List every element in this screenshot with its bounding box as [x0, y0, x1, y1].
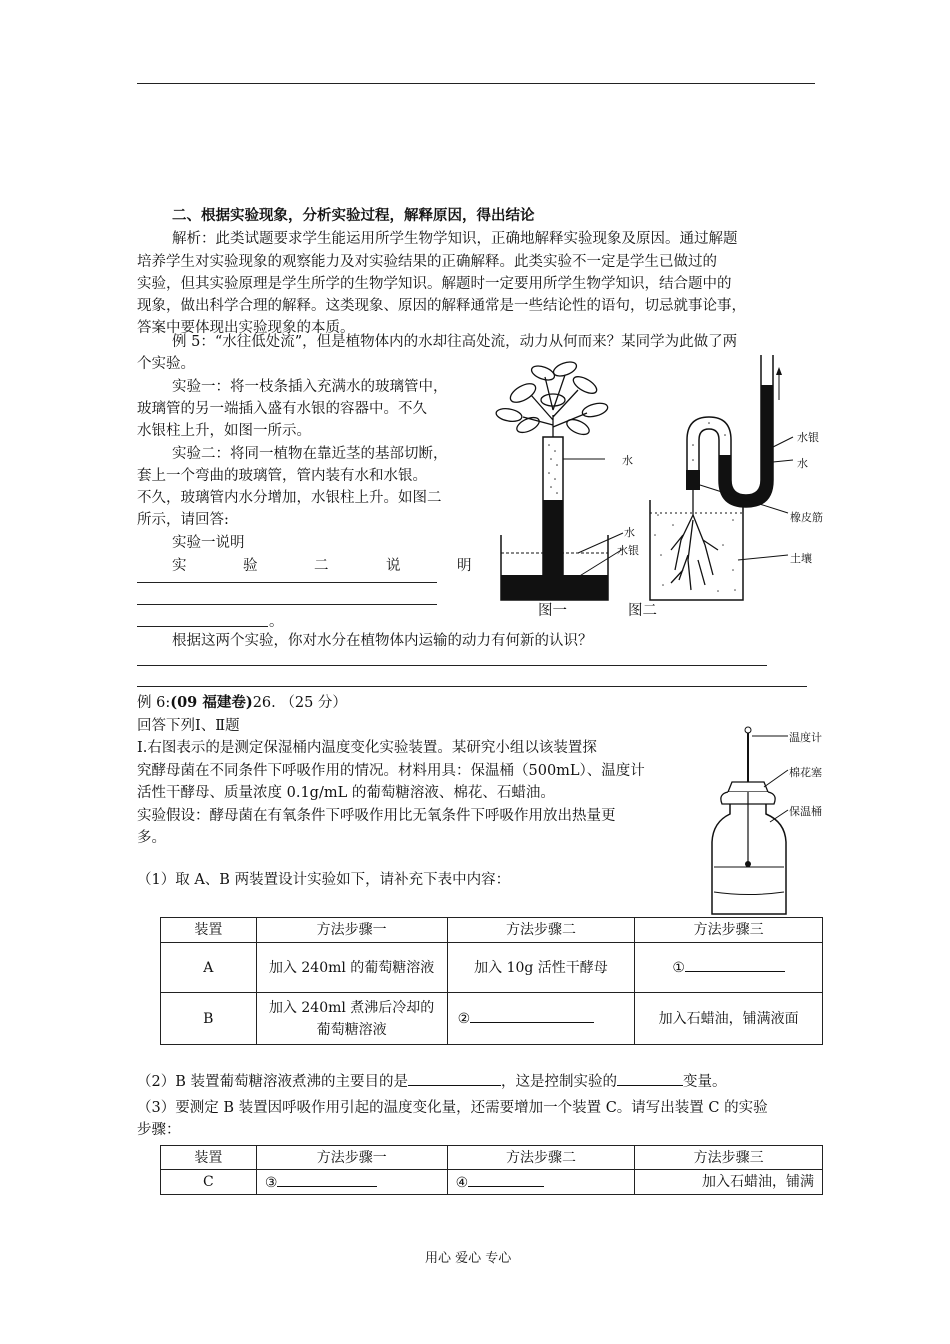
section-title: 二、根据实验现象，分析实验过程，解释原因，得出结论	[172, 207, 535, 224]
exp-line: 实验一说明	[172, 535, 245, 551]
table-cell	[256, 943, 447, 993]
example6-p1: Ⅰ.右图表示的是测定保湿桶内温度变化实验装置。某研究小组以该装置探	[137, 740, 597, 756]
header-rule	[137, 83, 815, 84]
answer-blank[interactable]	[468, 1171, 544, 1187]
answer-blank[interactable]	[277, 1171, 377, 1187]
exp-line: 套上一个弯曲的玻璃管，管内装有水和水银。	[137, 468, 427, 484]
table-header: 装置	[161, 1146, 257, 1170]
analysis-line: 培养学生对实验现象的观察能力及对实验结果的正确解释。此类实验不一定是学生已做过的	[137, 254, 717, 270]
table-cell[interactable]	[635, 943, 823, 993]
table-cell[interactable]	[447, 993, 635, 1045]
answer-blank[interactable]	[408, 1070, 501, 1086]
label-mercury-fig2: 水银	[797, 431, 819, 444]
q3-line: 步骤：	[137, 1122, 181, 1138]
tree-canopy-icon	[495, 359, 609, 445]
label-cotton: 棉花塞	[789, 766, 822, 779]
blank-number: ③	[264, 1174, 278, 1191]
exp-line: 玻璃管的另一端插入盛有水银的容器中。不久	[137, 401, 427, 417]
blank-number: ②	[457, 1011, 471, 1027]
analysis-line: 实验，但其实验原理是学生所学的生物学知识。解题时一定要用所学生物学知识，结合题中的	[137, 276, 732, 292]
blank-number: ④	[455, 1174, 469, 1191]
period: 。	[269, 614, 284, 630]
table-header: 方法步骤二	[447, 1146, 635, 1170]
label-water-fig2: 水	[797, 457, 808, 470]
table-header: 装置	[161, 918, 257, 943]
answer-blank[interactable]	[137, 604, 437, 605]
exp2-char: 二	[314, 558, 329, 574]
answer-blank[interactable]	[137, 582, 437, 583]
exp-line: 实验一：将一枝条插入充满水的玻璃管中，	[172, 379, 448, 395]
table-header: 方法步骤一	[256, 1146, 447, 1170]
table-row	[161, 993, 823, 1045]
table-cell	[256, 993, 447, 1045]
table-header: 方法步骤一	[256, 918, 447, 943]
table-header-row	[161, 1146, 823, 1170]
page-footer: 用心 爱心 专心	[425, 1251, 512, 1266]
answer-blank[interactable]	[137, 626, 268, 627]
answer-blank[interactable]	[617, 1070, 683, 1086]
answer-blank[interactable]	[470, 1007, 594, 1023]
table-cell[interactable]	[447, 1170, 635, 1195]
label-soil: 土壤	[790, 552, 812, 565]
q2-line	[137, 1070, 727, 1093]
roots-icon	[671, 485, 718, 590]
fig2-caption: 图二	[628, 603, 657, 619]
example6-p1: 实验假设：酵母菌在有氧条件下呼吸作用比无氧条件下呼吸作用放出热量更	[137, 808, 616, 824]
table-ab-steps	[160, 917, 823, 1045]
table-cell: A	[161, 943, 257, 993]
soil-dots	[654, 514, 736, 592]
analysis-line: 现象，做出科学合理的解释。这类现象、原因的解释通常是一些结论性的语句，切忌就事论事，	[137, 298, 746, 314]
example5-line: 例 5：“水往低处流”，但是植物体内的水却往高处流，动力从何而来？某同学为此做了两	[172, 334, 738, 350]
cell-text: 加入 240ml 煮沸后冷却的葡萄糖溶液	[268, 999, 435, 1038]
label-water-basin: 水	[624, 526, 635, 539]
example6-source: (09 福建卷)	[170, 694, 253, 711]
example6-p1: （1）取 A、B 两装置设计实验如下，请补充下表中内容：	[137, 872, 511, 888]
answer-blank[interactable]	[685, 956, 785, 972]
answer-blank[interactable]	[137, 665, 767, 666]
cell-text: 加入 240ml 的葡萄糖溶液	[268, 959, 435, 976]
analysis-line: 解析：此类试题要求学生能运用所学生物学知识，正确地解释实验现象及原因。通过解题	[172, 231, 738, 247]
table-header-row	[161, 918, 823, 943]
label-water-fig1: 水	[622, 454, 633, 467]
label-rubber: 橡皮筋	[790, 511, 823, 524]
table-cell: 加入石蜡油，铺满液面	[635, 993, 823, 1045]
exp-line: 所示，请回答:	[137, 512, 229, 528]
example6-heading	[137, 692, 347, 714]
q2-text-a: （2）B 装置葡萄糖溶液煮沸的主要目的是	[137, 1074, 408, 1090]
example5-line: 个实验。	[137, 356, 195, 372]
example6-p1: 究酵母菌在不同条件下呼吸作用的情况。材料用具：保温桶（500mL）、温度计	[137, 763, 645, 779]
table-cell[interactable]	[256, 1170, 447, 1195]
table-row	[161, 943, 823, 993]
exp-line: 水银柱上升，如图一所示。	[137, 423, 311, 439]
label-bucket: 保温桶	[789, 805, 822, 818]
exp2-char: 验	[243, 558, 258, 574]
exp-line: 不久，玻璃管内水分增加，水银柱上升。如图二	[137, 490, 442, 506]
thermos-apparatus-figure	[708, 722, 818, 918]
table-row	[161, 1170, 823, 1195]
label-mercury-basin: 水银	[617, 544, 639, 557]
blank-number: ①	[672, 960, 685, 976]
example6-p1: 活性干酵母、质量浓度 0.1g/mL 的葡萄糖溶液、棉花、石蜡油。	[137, 785, 555, 801]
exp-line: 实验二：将同一植物在靠近茎的基部切断，	[172, 446, 448, 462]
plant-experiment-figure	[483, 355, 823, 605]
example6-line2: 回答下列Ⅰ、Ⅱ题	[137, 718, 240, 734]
table-header: 方法步骤三	[635, 1146, 823, 1170]
label-thermometer: 温度计	[789, 731, 822, 744]
answer-blank[interactable]	[137, 686, 807, 687]
q2-text-b: ，这是控制实验的	[501, 1074, 617, 1090]
table-cell: 加入石蜡油，铺满	[635, 1170, 823, 1195]
q3-line: （3）要测定 B 装置因呼吸作用引起的温度变化量，还需要增加一个装置 C。请写出装置 C 的实验	[137, 1100, 768, 1116]
fig1-caption: 图一	[538, 603, 567, 619]
exp2-char: 明	[457, 558, 472, 574]
question-line: 根据这两个实验，你对水分在植物体内运输的动力有何新的认识？	[172, 633, 593, 649]
analysis-line: 答案中要体现出实验现象的本质。	[137, 320, 355, 336]
table-header: 方法步骤三	[635, 918, 823, 943]
table-cell: B	[161, 993, 257, 1045]
table-cell: 加入 10g 活性干酵母	[447, 943, 635, 993]
exp2-char: 说	[386, 558, 401, 574]
example6-prefix: 例 6:	[137, 695, 171, 711]
example6-p1: 多。	[137, 830, 166, 846]
table-c-steps	[160, 1145, 823, 1195]
q2-text-c: 变量。	[683, 1074, 727, 1090]
table-header: 方法步骤二	[447, 918, 635, 943]
example6-rest: 26. （25 分）	[252, 695, 347, 711]
table-cell: C	[161, 1170, 257, 1195]
exp2-char: 实	[172, 558, 187, 574]
